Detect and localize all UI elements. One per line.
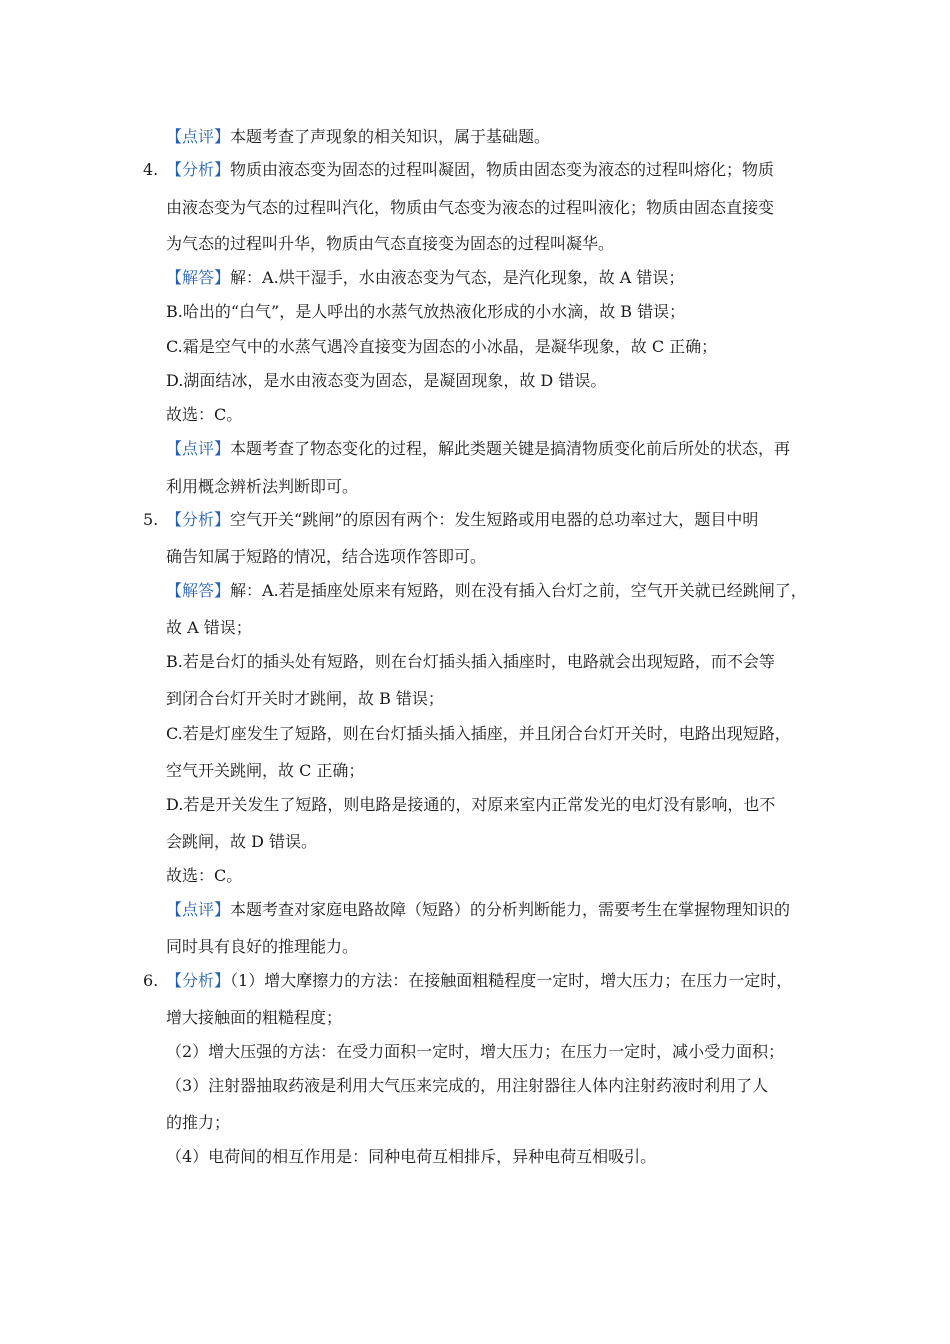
q5-answer-line: D.若是开关发生了短路，则电路是接通的，对原来室内正常发光的电灯没有影响，也不 bbox=[166, 795, 776, 814]
q5-answer-line: C.若是灯座发生了短路，则在台灯插头插入插座，并且闭合台灯开关时，电路出现短路， bbox=[166, 724, 791, 743]
q5-answer-line: 【解答】解：A.若是插座处原来有短路，则在没有插入台灯之前，空气开关就已经跳闸了， bbox=[166, 581, 807, 600]
q6-analysis-line: 【分析】（1）增大摩擦力的方法：在接触面粗糙程度一定时，增大压力；在压力一定时， bbox=[166, 971, 793, 990]
q5-comment-line: 同时具有良好的推理能力。 bbox=[166, 937, 359, 956]
q5-answer-line: 到闭合台灯开关时才跳闸，故 B 错误； bbox=[166, 689, 444, 708]
q5-answer-line: 故选：C。 bbox=[166, 866, 243, 885]
q4-answer-line: 【解答】解：A.烘干湿手，水由液态变为气态，是汽化现象，故 A 错误； bbox=[166, 268, 685, 287]
q4-answer-line: B.哈出的“白气”，是人呼出的水蒸气放热液化形成的小水滴，故 B 错误； bbox=[166, 302, 686, 321]
question-number: 6. bbox=[143, 971, 159, 990]
q5-answer-line: B.若是台灯的插头处有短路，则在台灯插头插入插座时，电路就会出现短路，而不会等 bbox=[166, 652, 775, 671]
q4-answer-line: D.湖面结冰，是水由液态变为固态，是凝固现象，故 D 错误。 bbox=[166, 371, 607, 390]
q6-analysis-line: （2）增大压强的方法：在受力面积一定时，增大压力；在压力一定时，减小受力面积； bbox=[166, 1042, 785, 1061]
q4-answer-line: C.霜是空气中的水蒸气遇冷直接变为固态的小冰晶，是凝华现象，故 C 正确； bbox=[166, 337, 718, 356]
question-number: 5. bbox=[143, 510, 159, 529]
answer-tag: 【解答】 bbox=[166, 581, 231, 600]
q5-answer-line: 空气开关跳闸，故 C 正确； bbox=[166, 761, 365, 780]
q6-analysis-line: 的推力； bbox=[166, 1113, 231, 1132]
comment-tag: 【点评】 bbox=[166, 900, 231, 919]
q6-analysis-line: （3）注射器抽取药液是利用大气压来完成的，用注射器往人体内注射药液时利用了人 bbox=[166, 1076, 769, 1095]
analysis-tag: 【分析】 bbox=[166, 971, 231, 990]
q5-analysis-line: 【分析】空气开关“跳闸”的原因有两个：发生短路或用电器的总功率过大，题目中明 bbox=[166, 510, 759, 529]
q6-analysis-line: 增大接触面的粗糙程度； bbox=[166, 1008, 343, 1027]
answer-tag: 【解答】 bbox=[166, 268, 231, 287]
q5-analysis-line: 确告知属于短路的情况，结合选项作答即可。 bbox=[166, 547, 487, 566]
q5-answer-line: 故 A 错误； bbox=[166, 618, 252, 637]
q4-analysis-line: 由液态变为气态的过程叫汽化，物质由气态变为液态的过程叫液化；物质由固态直接变 bbox=[166, 198, 775, 217]
q4-answer-line: 故选：C。 bbox=[166, 405, 243, 424]
comment-tag: 【点评】 bbox=[166, 127, 231, 146]
q6-analysis-line: （4）电荷间的相互作用是：同种电荷互相排斥，异种电荷互相吸引。 bbox=[166, 1147, 657, 1166]
q4-analysis-line: 【分析】物质由液态变为固态的过程叫凝固，物质由固态变为液态的过程叫熔化；物质 bbox=[166, 160, 775, 179]
question-number: 4. bbox=[143, 160, 159, 179]
q5-comment-line: 【点评】本题考查对家庭电路故障（短路）的分析判断能力，需要考生在掌握物理知识的 bbox=[166, 900, 791, 919]
q4-comment-line: 【点评】本题考查了物态变化的过程，解此类题关键是搞清物质变化前后所处的状态，再 bbox=[166, 439, 791, 458]
q3-comment: 【点评】本题考查了声现象的相关知识，属于基础题。 bbox=[166, 127, 551, 146]
comment-tag: 【点评】 bbox=[166, 439, 231, 458]
analysis-tag: 【分析】 bbox=[166, 510, 231, 529]
q4-analysis-line: 为气态的过程叫升华，物质由气态直接变为固态的过程叫凝华。 bbox=[166, 234, 615, 253]
q4-comment-line: 利用概念辨析法判断即可。 bbox=[166, 477, 359, 496]
q5-answer-line: 会跳闸，故 D 错误。 bbox=[166, 832, 318, 851]
analysis-tag: 【分析】 bbox=[166, 160, 231, 179]
